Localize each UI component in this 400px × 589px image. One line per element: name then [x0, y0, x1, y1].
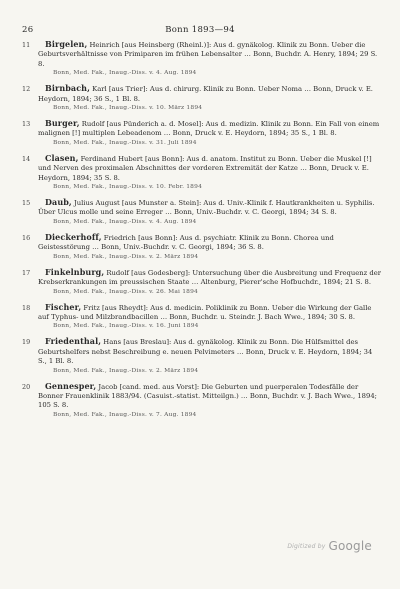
entry-author: Fischer,	[45, 301, 82, 312]
entry-note: Bonn, Med. Fak., Inaug.-Diss. v. 16. Juni 1894	[53, 323, 199, 330]
entry	[22, 337, 382, 374]
entry-note: Bonn, Med. Fak., Inaug.-Diss. v. 2. März 1894	[53, 367, 199, 374]
entry	[22, 303, 382, 331]
page-header	[0, 25, 400, 37]
entry-author: Friedenthal,	[45, 336, 102, 347]
entry-author: Birgelen,	[45, 39, 88, 49]
entry	[22, 40, 382, 77]
entry-text: Rudolf [aus Pünderich a. d. Mosel]: Aus d. medizin. Klinik zu Bonn. Ein Fall von einem malignen [!] multiplen Lebeadenom … Bonn, Druck v. E. Heydorn, 1894; 35 S., 1 Bl. 8.	[38, 120, 380, 138]
entry	[22, 268, 382, 296]
entry-note: Bonn, Med. Fak., Inaug.-Diss. v. 2. März 1894	[53, 253, 199, 260]
entry	[22, 154, 382, 191]
entry-number: 15	[22, 199, 31, 208]
entry-author: Clasen,	[45, 152, 79, 163]
page-number: 26	[22, 25, 34, 35]
entry-note: Bonn, Med. Fak., Inaug.-Diss. v. 4. Aug. 1894	[53, 70, 197, 77]
entry	[22, 198, 382, 226]
entry-number: 17	[22, 268, 31, 277]
entry-author: Daub,	[45, 197, 72, 208]
google-watermark	[287, 539, 372, 553]
entry-note: Bonn, Med. Fak., Inaug.-Diss. v. 10. Febr. 1894	[53, 184, 203, 191]
watermark-brand: Google	[328, 539, 372, 553]
entry-text: Julius August [aus Munster a. Stein]: Aus d. Univ.-Klinik f. Hautkrankheiten u. Syphilis. Über Ulcus molle und seine Erreger … Bonn, Univ.-Buchdr. v. C. Georgi, 1894; 34 S. 8.	[38, 199, 375, 217]
entry-text: Karl [aus Trier]: Aus d. chirurg. Klinik zu Bonn. Ueber Noma … Bonn, Druck v. E. Heydorn, 1894; 36 S., 1 Bl. 8.	[38, 85, 373, 103]
running-title: Bonn 1893—94	[165, 25, 235, 35]
entry-number: 16	[22, 233, 31, 242]
entry-note: Bonn, Med. Fak., Inaug.-Diss. v. 10. März 1894	[53, 105, 203, 112]
entry-number: 13	[22, 120, 31, 129]
entry-text: Fritz [aus Rheydt]: Aus d. medicin. Poliklinik zu Bonn. Ueber die Wirkung der Galle auf Typhus- und Milzbrandbacillen … Bonn, Buchdr. u. Steindr. J. Bach Wwe., 1894; 30 S. 8.	[38, 303, 372, 321]
entry-note: Bonn, Med. Fak., Inaug.-Diss. v. 31. Juli 1894	[53, 139, 197, 146]
entry-text: Hans [aus Breslau]: Aus d. gynäkolog. Klinik zu Bonn. Die Hülfsmittel des Geburtshelfers nebst Beschreibung e. neuen Pelvimeters … Bonn, Druck v. E. Heydorn, 1894; 34 S., 1 Bl. 8.	[38, 338, 373, 366]
entry-note: Bonn, Med. Fak., Inaug.-Diss. v. 26. Mai 1894	[53, 288, 198, 295]
watermark-prefix: Digitized by	[287, 543, 326, 550]
dissertation-list	[22, 40, 382, 426]
entry-note: Bonn, Med. Fak., Inaug.-Diss. v. 4. Aug. 1894	[53, 218, 197, 225]
entry-author: Dieckerhoff,	[45, 231, 102, 242]
entry-author: Gennesper,	[45, 380, 97, 391]
entry-number: 12	[22, 85, 31, 94]
entry-author: Finkelnburg,	[45, 266, 105, 277]
entry	[22, 84, 382, 112]
entry-note: Bonn, Med. Fak., Inaug.-Diss. v. 7. Aug. 1894	[53, 411, 197, 418]
entry-text: Heinrich [aus Heinsberg (Rheinl.)]: Aus d. gynäkolog. Klinik zu Bonn. Ueber die Geburtsverhältnisse von Primiparen im frühen Lebensalter … Bonn, Buchdr. A. Henry, 1894; 29 S. 8.	[38, 41, 378, 68]
entry-text: Jacob [cand. med. aus Vorst]: Die Geburten und puerperalen Todesfälle der Bonner Frauenklinik 1883/94. (Casuist.-statist. Mitteilgn.) … Bonn, Buchdr. v. J. Bach Wwe., 1894; 105 S. 8.	[38, 382, 377, 410]
entry-number: 19	[22, 338, 31, 347]
entry-number: 11	[22, 41, 31, 49]
entry	[22, 119, 382, 147]
entry-author: Burger,	[45, 118, 80, 129]
entry-number: 14	[22, 154, 31, 163]
entry-number: 18	[22, 303, 31, 312]
entry-text: Ferdinand Hubert [aus Bonn]: Aus d. anatom. Institut zu Bonn. Ueber die Muskel [!] und Nerven des proximalen Abschnittes der vorderen Extremität der Katze … Bonn, Druck v. E. Heydorn, 1894; 35 S. 8.	[38, 154, 372, 182]
entry-text: Rudolf [aus Godesberg]: Untersuchung über die Ausbreitung und Frequenz der Krebserkrankungen im preussischen Staate … Altenburg, Pierer'sche Hofbuchdr., 1894; 21 S. 8.	[38, 268, 381, 287]
entry	[22, 233, 382, 261]
entry	[22, 382, 382, 419]
entry-text: Friedrich [aus Bonn]: Aus d. psychiatr. Klinik zu Bonn. Chorea und Geistesstörung … Bonn, Univ.-Buchdr. v. C. Georgi, 1894; 36 S. 8.	[38, 233, 334, 252]
entry-number: 20	[22, 382, 31, 391]
entry-author: Birnbach,	[45, 83, 90, 94]
